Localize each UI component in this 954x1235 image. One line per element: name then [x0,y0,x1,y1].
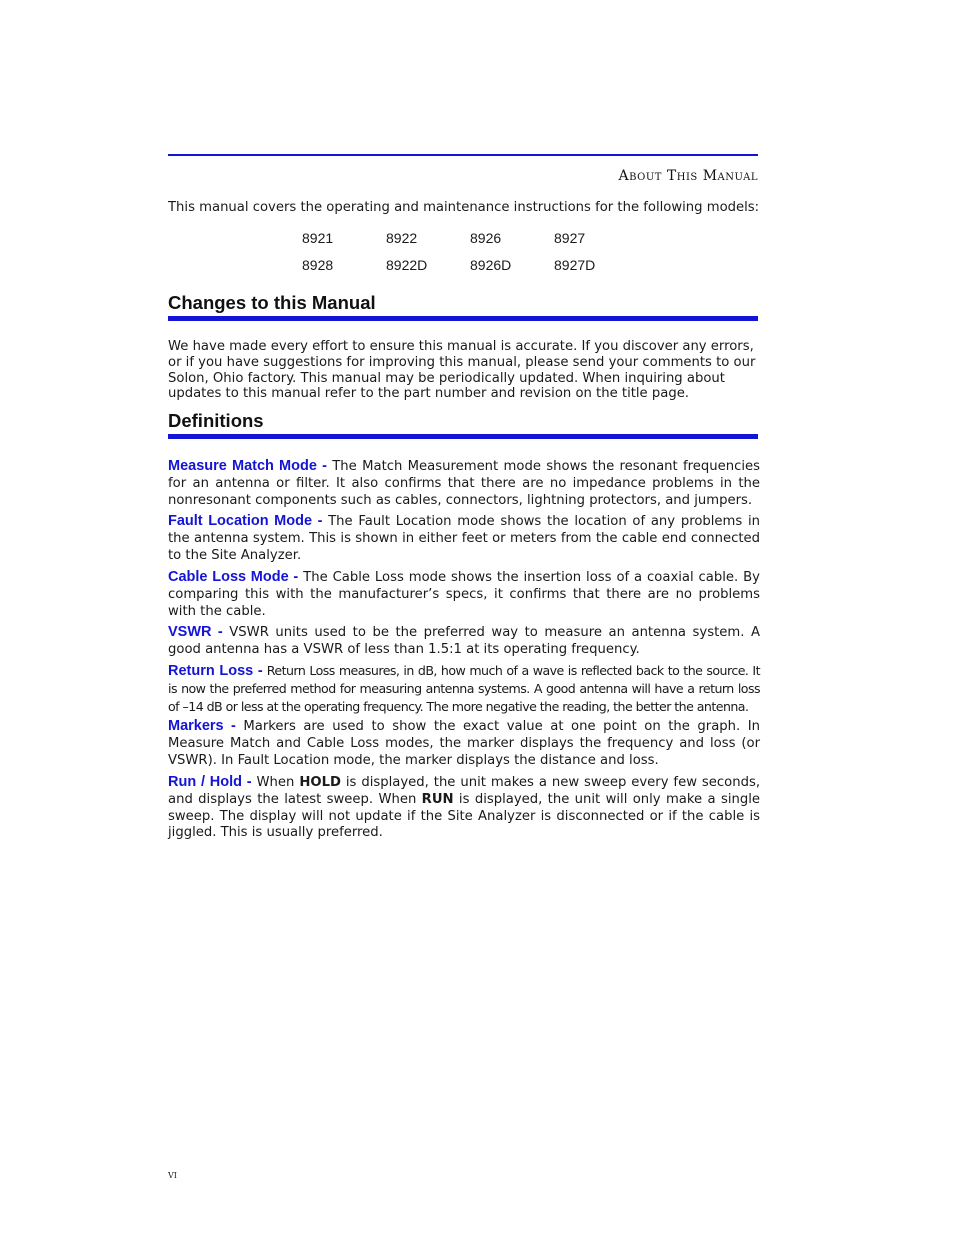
model-cell: 8922 [386,230,418,246]
definition-return-loss [168,663,760,716]
definition-text: The Fault Location mode shows the location of any problems in the antenna system. This is shown in either feet or meters from the cable end connected to the Site Analyzer. [168,514,760,563]
model-cell: 8927 [554,230,586,246]
definition-term: Cable Loss Mode - [168,569,299,585]
running-head: About This Manual [618,168,758,184]
definition-term: Return Loss - [168,663,263,679]
definition-term: Markers - [168,718,236,734]
intro-text: This manual covers the operating and maintenance instructions for the following models: [168,200,760,215]
model-cell: 8922D [386,257,428,273]
model-cell: 8928 [302,257,334,273]
definition-measure-match [168,458,760,509]
model-row [302,230,638,257]
definition-text: VSWR units used to be the preferred way to measure an antenna system. A good antenna has a VSWR of less than 1.5:1 at its operating frequency. [168,625,760,657]
hold-keyword: HOLD [299,775,341,790]
changes-body: We have made every effort to ensure this manual is accurate. If you discover any errors, or if you have suggestions for improving this manual, please send your comments to our Solon, Ohio factory. This manual may be periodically updated. When inquiring about updates to this manual refer to the part number and revision on the title page. [168,339,756,402]
run-keyword: RUN [421,791,454,807]
definition-term: Measure Match Mode - [168,458,327,474]
definition-term: VSWR - [168,624,223,640]
definition-fault-location [168,513,760,564]
top-rule [168,154,758,156]
model-cell: 8927D [554,257,596,273]
changes-heading: Changes to this Manual [168,292,376,313]
definition-text: Markers are used to show the exact value at one point on the graph. In Measure Match and Cable Loss modes, the marker displays the frequency and loss (or VSWR). In Fault Location mode, the marker displays the distance and loss. [168,719,760,768]
definition-text: is displayed, the unit makes a new sweep every few seconds, and displays the latest sweep. When [168,775,761,807]
model-cell: 8926D [470,257,512,273]
model-cell: 8921 [302,230,334,246]
definition-markers [168,718,760,769]
definition-text: Return Loss measures, in dB, how much of a wave is reflected back to the source. It is now the preferred method for measuring antenna systems. A good antenna will have a return loss of –14 dB or less at the operating frequency. The more negative the reading, the better the antenna. [168,663,760,714]
definition-text: The Match Measurement mode shows the resonant frequencies for an antenna or filter. It also confirms that there are no impedance problems in the nonresonant components such as cables, connectors, lightning protectors, and jumpers. [168,459,760,508]
definitions-heading: Definitions [168,410,264,431]
definition-term: Run / Hold - [168,774,252,790]
definition-text: When [251,775,300,790]
model-table [302,230,638,284]
definition-run-hold [168,774,760,842]
definition-text: The Cable Loss mode shows the insertion loss of a coaxial cable. By comparing this with the manufacturer’s specs, it confirms that there are no problems with the cable. [168,570,760,619]
definition-cable-loss [168,569,760,620]
page-number: vi [168,1168,177,1181]
definition-text: is displayed, the unit will only make a single sweep. The display will not update if the Site Analyzer is disconnected or if the cable is jiggled. This is usually preferred. [168,791,760,841]
definition-term: Fault Location Mode - [168,513,323,529]
changes-heading-rule [168,316,758,321]
definitions-heading-rule [168,434,758,439]
model-cell: 8926 [470,230,502,246]
definition-vswr [168,624,760,659]
model-row [302,257,638,284]
